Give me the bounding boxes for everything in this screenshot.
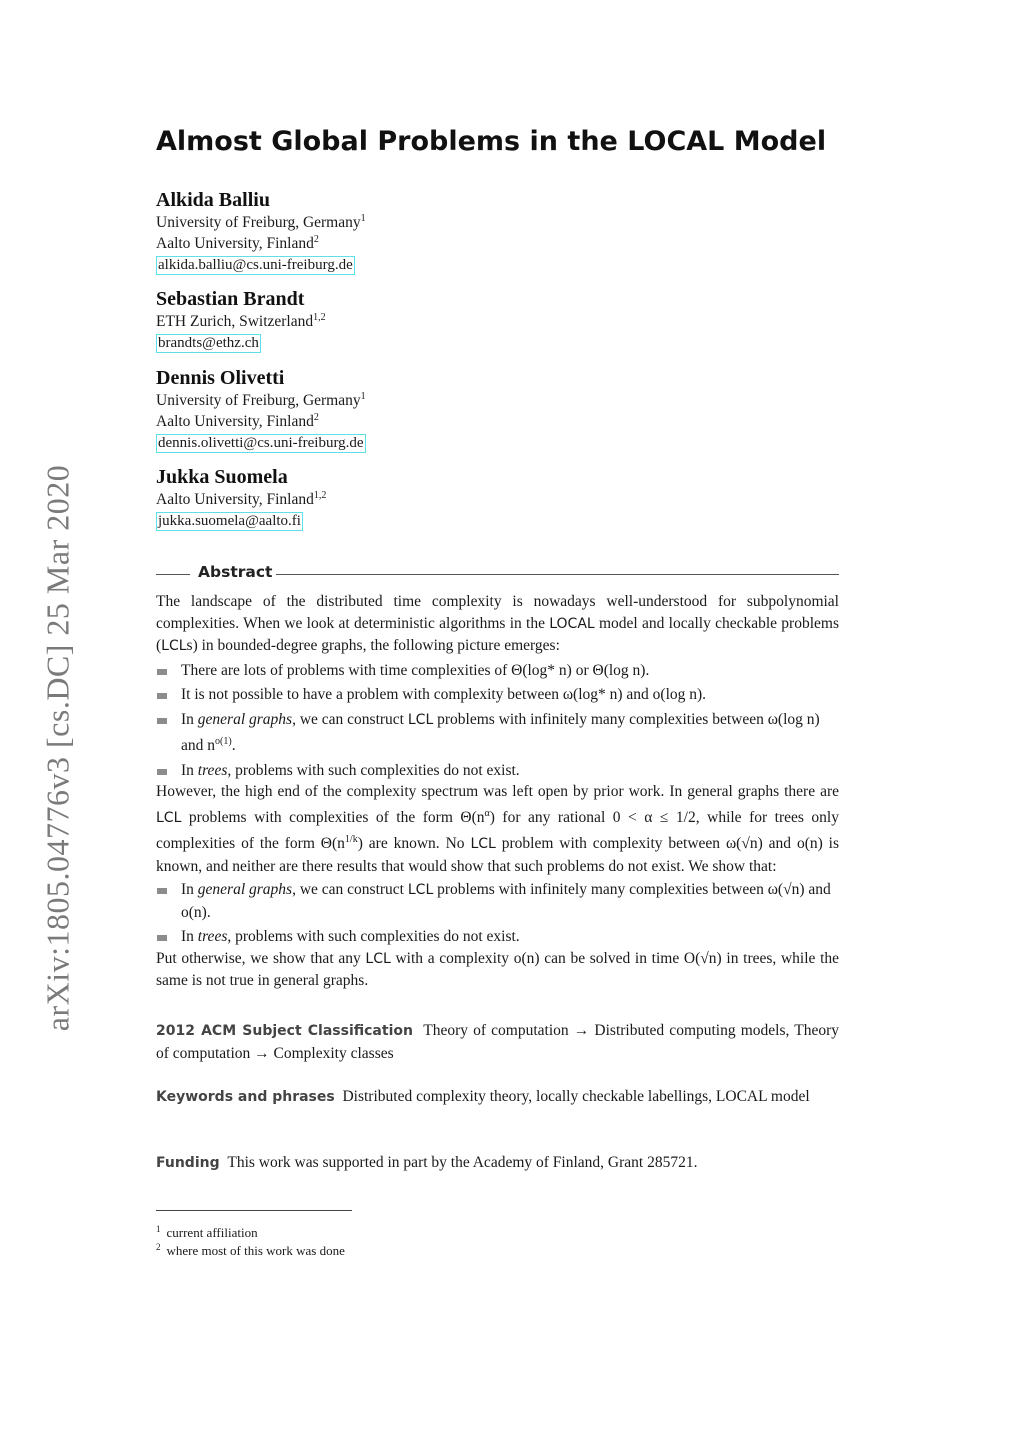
- author-affiliation: Aalto University, Finland: [156, 413, 314, 430]
- abstract-paragraph: However, the high end of the complexity spectrum was left open by prior work. In general graphs there are LCL problems with complexities of the form $\Theta(n^\alpha)$ for any rational 0 < α ≤ 1/2, while for trees only complexities of the form $\Theta(n^{1/k})$ are known. No LCL problem with complexity between ω(√n) and o(n) is known, and neither are there results that would show that such problems do not exist. We show that:: [156, 783, 840, 875]
- funding-text: This work was supported in part by the Academy of Finland, Grant 285721.: [227, 1154, 698, 1171]
- footnote: $^1$ current affiliation: [156, 1224, 258, 1240]
- bullet-icon: [157, 935, 167, 941]
- author-affiliation: University of Freiburg, Germany: [156, 214, 361, 231]
- author-email-link[interactable]: dennis.olivetti@cs.uni-freiburg.de: [158, 435, 364, 451]
- author-block: Jukka Suomela Aalto University, Finland$^{1,2}$ jukka.suomela@aalto.fi: [156, 466, 327, 529]
- funding-label: Funding: [156, 1155, 220, 1171]
- list-item: It is not possible to have a problem with complexity between ω(log* n) and o(log n).: [156, 684, 839, 706]
- abstract-paragraph: Put otherwise, we show that any LCL with a complexity o(n) can be solved in time O(√n) in trees, while the same is not true in general graphs.: [156, 949, 840, 990]
- abstract-label: Abstract: [198, 563, 273, 581]
- footnote: $^2$ where most of this work was done: [156, 1242, 345, 1258]
- list-item: There are lots of problems with time complexities of Θ(log* n) or Θ(log n).: [156, 660, 839, 682]
- list-item: In general graphs, we can construct LCL problems with infinitely many complexities between ω(log n) and $n^{o(1)}$.: [156, 709, 839, 757]
- acm-label: 2012 ACM Subject Classification: [156, 1023, 413, 1039]
- funding: [156, 1152, 839, 1175]
- acm-text: Theory of computation → Distributed computing models, Theory of computation → Complexity classes: [156, 1022, 840, 1062]
- bullet-icon: [157, 888, 167, 894]
- author-affiliation: Aalto University, Finland: [156, 491, 314, 508]
- paper-title: Almost Global Problems in the LOCAL Model: [156, 126, 827, 157]
- bullet-icon: [157, 718, 167, 724]
- author-email-link[interactable]: alkida.balliu@cs.uni-freiburg.de: [158, 257, 353, 273]
- list-item: In trees, problems with such complexities do not exist.: [156, 760, 839, 782]
- list-item: In general graphs, we can construct LCL problems with infinitely many complexities between ω(√n) and o(n).: [156, 879, 839, 923]
- divider: [156, 574, 190, 575]
- author-block: Dennis Olivetti University of Freiburg, Germany$^1$ Aalto University, Finland$^2$ dennis.olivetti@cs.uni-freiburg.de: [156, 367, 366, 451]
- keywords-text: Distributed complexity theory, locally checkable labellings, LOCAL model: [342, 1088, 810, 1105]
- author-affiliation: University of Freiburg, Germany: [156, 392, 361, 409]
- author-block: Alkida Balliu University of Freiburg, Germany$^1$ Aalto University, Finland$^2$ alkida.balliu@cs.uni-freiburg.de: [156, 189, 366, 273]
- list-item: In trees, problems with such complexities do not exist.: [156, 926, 839, 948]
- footnote-divider: [156, 1210, 352, 1211]
- acm-classification: [156, 1020, 839, 1064]
- abstract-paragraph: The landscape of the distributed time complexity is nowadays well-understood for subpolynomial complexities. When we look at deterministic algorithms in the LOCAL model and locally checkable problems (LCLs) in bounded-degree graphs, the following picture emerges:: [156, 593, 839, 654]
- bullet-icon: [157, 669, 167, 675]
- author-affiliation: Aalto University, Finland: [156, 235, 314, 252]
- author-name: Jukka Suomela: [156, 466, 288, 488]
- bullet-icon: [157, 769, 167, 775]
- author-email-link[interactable]: brandts@ethz.ch: [158, 335, 259, 351]
- abstract-heading: [156, 563, 839, 583]
- divider: [276, 574, 839, 575]
- keywords-label: Keywords and phrases: [156, 1089, 335, 1105]
- author-name: Alkida Balliu: [156, 189, 270, 211]
- abstract-body: [156, 591, 839, 992]
- arxiv-identifier: arXiv:1805.04776v3 [cs.DC] 25 Mar 2020: [39, 464, 76, 1032]
- bullet-icon: [157, 693, 167, 699]
- author-name: Dennis Olivetti: [156, 367, 285, 389]
- author-name: Sebastian Brandt: [156, 288, 305, 310]
- author-email-link[interactable]: jukka.suomela@aalto.fi: [158, 513, 301, 529]
- keywords: [156, 1086, 839, 1109]
- author-block: Sebastian Brandt ETH Zurich, Switzerland$^{1,2}$ brandts@ethz.ch: [156, 288, 326, 351]
- author-affiliation: ETH Zurich, Switzerland: [156, 313, 314, 330]
